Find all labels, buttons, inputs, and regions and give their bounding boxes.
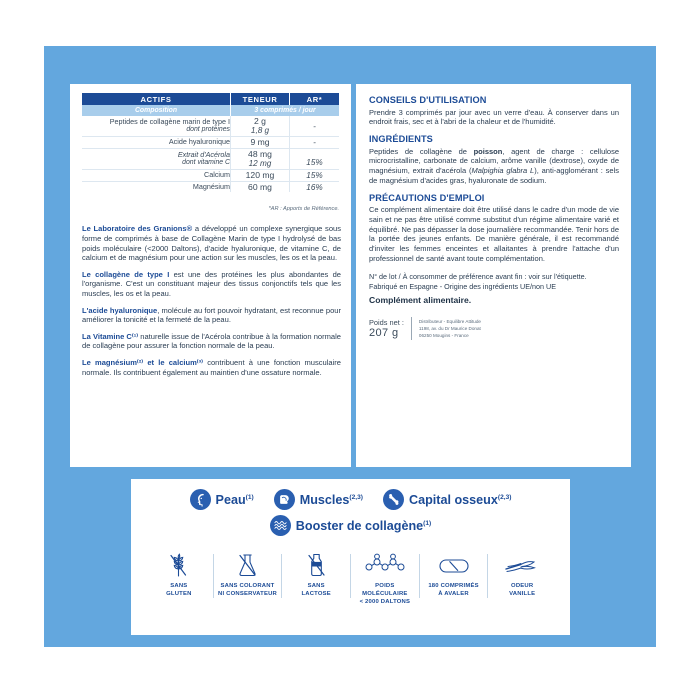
subheader-dosage: 3 comprimés / jour — [231, 105, 340, 116]
usage-text: Prendre 3 comprimés par jour avec un verre d'eau. À conserver dans un endroit frais, sec et à l'abri de la chaleur et de l'humidité. — [369, 107, 619, 127]
table-row — [82, 137, 339, 148]
paragraph-lead: Le magnésium⁽²⁾ et le calcium⁽³⁾ — [82, 357, 204, 367]
row-subvalue: 1,8 g — [250, 126, 270, 136]
paragraph-text: est une des protéines les plus abondantes de l'organisme. C'est un constituant majeur des tissus conjonctifs tels que les muscles, les os et la peau. — [82, 269, 341, 299]
paragraph-hyaluronique — [82, 306, 341, 326]
paragraph-text: naturelle issue de l'Acérola contribue à la formation normale de collagène pour assurer la fonction normale de la peau. — [82, 331, 341, 351]
benefit-footnote-ref: (2,3) — [349, 493, 363, 501]
row-value-cell — [231, 116, 290, 137]
paragraph-magnesium-calcium — [82, 358, 341, 378]
benefit-label: Peau$^{(1)}$ — [215, 492, 254, 507]
milk-bottle-crossed-icon — [304, 551, 329, 581]
row-value: 9 mg — [231, 137, 290, 148]
distributor-city: 06250 Mougins - France — [418, 332, 469, 338]
paragraph-granions — [82, 224, 341, 263]
feature-label: POIDS MOLÉCULAIRE < 2000 DALTONS — [359, 583, 411, 605]
row-value: 120 mg — [231, 170, 290, 181]
lot-line: N° de lot / À consommer de préférence avant fin : voir sur l'étiquette. — [369, 271, 587, 281]
paragraph-lead: Le collagène de type I — [82, 269, 170, 279]
benefit-capital-osseux — [383, 489, 511, 510]
table-subheader-row — [82, 105, 339, 116]
header-ar: AR* — [290, 93, 340, 105]
net-weight-row — [369, 317, 619, 340]
table-row — [82, 116, 339, 137]
row-value: 60 mg — [231, 181, 290, 192]
table-footnote: *AR : Apports de Référence. — [268, 206, 339, 212]
benefit-label: Muscles$^{(2,3)}$ — [299, 492, 363, 507]
ingredients-allergen: poisson — [473, 146, 503, 156]
row-name: Magnésium — [82, 181, 231, 192]
legal-block — [369, 272, 619, 305]
feature-odeur-vanille — [488, 551, 556, 599]
row-name: Acide hyaluronique — [82, 137, 231, 148]
feature-poids-moleculaire — [351, 551, 419, 606]
paragraph-collagene — [82, 270, 341, 299]
row-ar: - — [313, 138, 316, 148]
benefits-row-secondary — [131, 515, 570, 536]
benefit-label: Capital osseux$^{(2,3)}$ — [408, 492, 512, 507]
left-body-copy — [82, 224, 341, 377]
origin-line: Fabriqué en Espagne - Origine des ingrédients UE/non UE — [369, 281, 556, 291]
ingredients-latin-name: Malpighia glabra L — [471, 166, 535, 175]
net-weight-value: 207 g — [369, 327, 399, 340]
features-list — [145, 551, 556, 606]
paragraph-text: contribuent à une fonction musculaire normale. Ils contribuent également au maintien d'une ossature normale. — [82, 357, 341, 377]
benefit-footnote-ref: (1) — [245, 493, 254, 501]
table-header-row — [82, 93, 339, 105]
section-title-precautions: PRÉCAUTIONS D'EMPLOI — [369, 192, 485, 203]
vertical-divider — [411, 317, 412, 340]
row-subname: dont vitamine C — [182, 159, 230, 167]
left-info-panel — [70, 84, 351, 467]
distributor-street: 1198, av. du Dr Maurice Donat — [418, 325, 481, 331]
feature-sans-colorant — [214, 551, 282, 599]
feature-label: SANS COLORANT NI CONSERVATEUR — [218, 583, 277, 597]
benefit-muscles — [274, 489, 363, 510]
benefit-booster-collagene — [270, 515, 431, 536]
molecule-chain-icon — [364, 551, 406, 581]
precautions-text: Ce complément alimentaire doit être utilisé dans le cadre d'un mode de vie sain et ne pas être utilisé comme substitut d'un régime alimentaire varié et équilibré. Ne pas dépasser la dose journalière recommandée. Tenir hors de la portée des jeunes enfants. De manière générale, il est recommandé d'inviter les femmes enceintes et allaitantes à prendre l'attache d'un professionnel de santé avant toute complémentation. — [369, 205, 620, 263]
header-actifs: ACTIFS — [82, 93, 231, 105]
section-title-usage: CONSEILS D'UTILISATION — [369, 95, 487, 105]
ingredients-mid: , agent de charge : cellulose microcristalline, carbonate de calcium, arôme vanille (dextrose), oxyde de magnésium, extrait d'acérola ( — [369, 146, 620, 175]
table-row — [82, 170, 339, 181]
table-row — [82, 181, 339, 192]
nutrition-table — [82, 93, 339, 192]
wheat-crossed-icon — [166, 551, 191, 581]
benefits-panel — [131, 479, 570, 635]
row-name: Extrait d'Acérola — [177, 149, 230, 159]
distributor-name: Distributeur - Equilibre Attitude — [418, 318, 481, 324]
benefit-label: Booster de collagène$^{(1)}$ — [295, 518, 432, 533]
net-weight-block — [369, 317, 404, 339]
tablet-icon — [437, 551, 471, 581]
feature-comprimes — [420, 551, 488, 599]
paragraph-lead: La Vitamine C⁽¹⁾ — [82, 331, 139, 341]
net-weight-label: Poids net : — [369, 317, 404, 327]
row-ar: - — [313, 121, 316, 131]
header-teneur: TENEUR — [231, 93, 290, 105]
row-ar: 15% — [306, 158, 323, 168]
right-info-panel — [356, 84, 631, 467]
paragraph-lead: Le Laboratoire des Granions® — [82, 224, 193, 233]
paragraph-lead: L'acide hyaluronique — [82, 305, 158, 315]
table-row — [82, 148, 339, 169]
face-profile-icon — [190, 489, 211, 510]
row-subname: dont protéines — [186, 126, 230, 134]
flexed-arm-icon — [274, 489, 295, 510]
feature-sans-gluten — [145, 551, 213, 599]
feature-label: ODEUR VANILLE — [509, 583, 536, 597]
row-name-cell — [82, 148, 231, 169]
benefit-footnote-ref: (1) — [423, 519, 432, 527]
row-value: 2 g — [254, 116, 266, 126]
row-subvalue: 12 mg — [248, 159, 272, 169]
feature-sans-lactose — [282, 551, 350, 599]
supplement-line: Complément alimentaire. — [369, 294, 472, 305]
flask-crossed-icon — [235, 551, 260, 581]
ingredients-prefix: Peptides de collagène de — [369, 146, 474, 156]
ingredients-suffix: ), anti-agglomérant : sels de magnésium d'acides gras, hyaluronate de sodium. — [369, 166, 619, 185]
row-ar: 15% — [306, 171, 323, 181]
row-value: 48 mg — [248, 148, 272, 159]
subheader-composition: Composition — [82, 105, 231, 116]
feature-label: SANS LACTOSE — [301, 583, 331, 597]
benefit-footnote-ref: (2,3) — [497, 493, 512, 501]
section-title-ingredients: INGRÉDIENTS — [369, 134, 433, 144]
feature-label: 180 COMPRIMÉS À AVALER — [428, 583, 479, 597]
distributor-block — [419, 317, 481, 340]
row-value-cell — [231, 148, 290, 169]
paragraph-vitamine-c — [82, 332, 341, 352]
ingredients-text — [369, 147, 619, 186]
feature-label: SANS GLUTEN — [166, 583, 192, 597]
right-body-copy — [369, 95, 619, 340]
row-name: Calcium — [82, 170, 231, 181]
benefits-list — [131, 489, 570, 536]
benefit-peau — [190, 489, 254, 510]
vanilla-pod-icon — [504, 551, 540, 581]
collagen-molecule-icon — [270, 515, 291, 536]
row-ar: 16% — [306, 182, 323, 192]
paragraph-text: a développé un complexe synergique sous forme de comprimés à base de Collagène Marin de type I hydrolysé de bas poids moléculaire (<2000 Daltons), d'acide hyaluronique, de vitamine C, de calcium et de magnésium pour une action sur les muscles, les os et la peau. — [82, 224, 341, 263]
paragraph-text: , molécule au fort pouvoir hydratant, est reconnue pour améliorer la tonicité et la fermeté de la peau. — [82, 305, 341, 325]
row-name-cell — [82, 116, 231, 137]
benefits-row-primary — [131, 489, 570, 510]
row-name: Peptides de collagène marin de type I — [109, 116, 230, 126]
bone-icon — [383, 489, 404, 510]
